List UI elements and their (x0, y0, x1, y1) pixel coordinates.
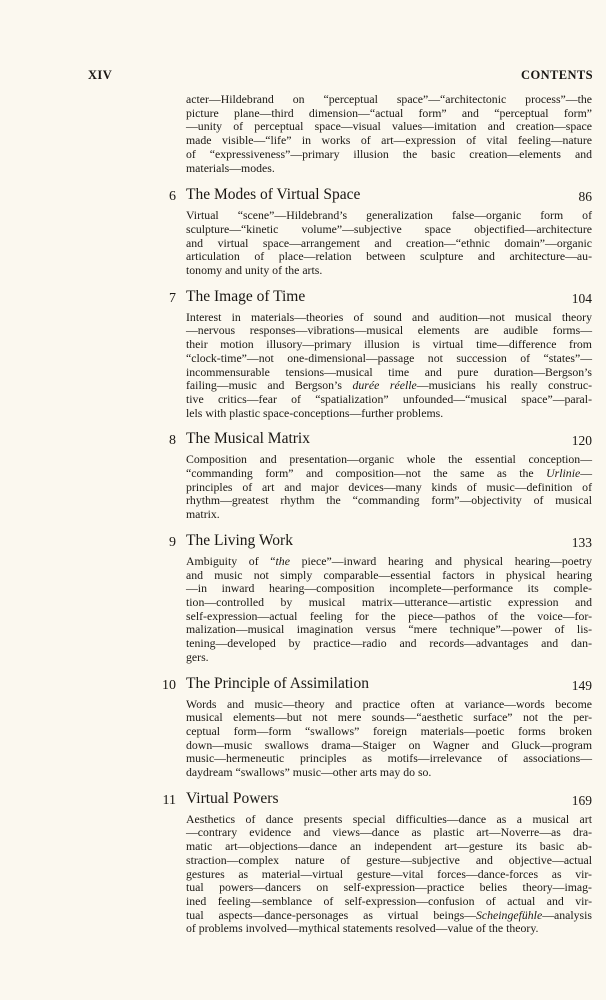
summary-line: matrix. (186, 507, 220, 522)
summary-line: Interest in materials—theories of sound and audition—not musical theory (186, 309, 592, 324)
summary-line: “commanding form” and composition—not the same as the Urlinie— (186, 466, 592, 481)
summary-line: —nervous responses—vibrations—musical elements are audible forms— (186, 323, 592, 338)
summary-line: gers. (186, 649, 209, 664)
chapter-page-number: 86 (578, 189, 592, 205)
chapter-heading (169, 186, 592, 206)
summary-line: musical elements—but not mere sounds—“aesthetic surface” not the per- (186, 710, 592, 725)
summary-line: tual powers—dancers on self-expression—practice belies theory—imag- (186, 880, 592, 895)
summary-line: Composition and presentation—organic whole the essential conception— (186, 452, 592, 467)
summary-line: of “expressiveness”—primary illusion the basic creation—elements and (186, 146, 592, 161)
summary-line: lels with plastic space-conceptions—further problems. (186, 405, 444, 420)
chapter-heading (162, 789, 592, 810)
summary-line: gestures as material—virtual gesture—vital forces—dance-forces as vir- (186, 866, 592, 881)
page-number-roman: XIV (88, 68, 113, 82)
chapter-summary (186, 453, 592, 522)
chapter-number: 6 (169, 189, 176, 205)
summary-line: principles of art and major devices—many kinds of music—definition of (186, 479, 592, 494)
summary-line: matic art—objections—dance an independent art—gesture its basic ab- (186, 839, 592, 854)
summary-line: Words and music—theory and practice often at variance—words become (186, 696, 592, 711)
summary-line: Aesthetics of dance presents special difficulties—dance as a musical art (186, 811, 592, 826)
running-head (88, 68, 593, 84)
summary-line: their motion illusory—primary illusion is virtual time—difference from (186, 337, 592, 352)
summary-line: self-expression—actual feeling for the piece—pathos of the voice—for- (186, 608, 592, 623)
summary-line: tive critics—fear of “spatialization” unfounded—“musical space”—paral- (186, 391, 592, 406)
summary-line: “clock-time”—not one-dimensional—passage not succession of “states”— (186, 350, 592, 365)
chapter-entry (169, 287, 593, 421)
chapter-summary (186, 311, 592, 421)
summary-line: tual aspects—dance-personages as virtual beings—Scheingefühle—analysis (186, 907, 592, 922)
summary-line: Virtual “scene”—Hildebrand’s generalization false—organic form of (186, 208, 592, 223)
chapter-summary (186, 555, 592, 665)
chapter-title: The Image of Time (186, 287, 306, 305)
chapter-page-number: 169 (571, 792, 592, 808)
summary-line: —in inward hearing—composition incomplete—performance its comple- (186, 581, 592, 596)
chapter-page-number: 133 (571, 534, 592, 550)
chapter-entry (162, 674, 592, 780)
summary-line: rhythm—greatest rhythm the “commanding form”—objectivity of musical (186, 493, 592, 508)
summary-line: and virtual space—arrangement and creation—“ethnic domain”—organic (186, 235, 592, 250)
chapter-entry (169, 531, 592, 665)
summary-line: straction—complex nature of gesture—subjective and objective—actual (186, 852, 592, 867)
chapter-heading (169, 287, 592, 308)
chapter-heading (169, 430, 592, 450)
summary-line: picture plane—third dimension—“actual form” and “perceptual form” (186, 105, 592, 120)
summary-line: incommensurable tensions—musical time and pure duration—Bergson’s (186, 364, 592, 379)
summary-line: materials—modes. (186, 160, 275, 175)
chapter-title: The Modes of Virtual Space (186, 186, 361, 204)
chapter-number: 10 (162, 677, 176, 693)
summary-line: and music not simply comparable—essential factors in physical hearing (186, 567, 592, 582)
chapter-number: 11 (162, 792, 176, 808)
summary-line: —contrary evidence and views—dance as plastic art—Noverre—as dra- (186, 825, 592, 840)
chapter-title: Virtual Powers (186, 789, 279, 807)
chapter-page-number: 149 (571, 677, 592, 693)
running-head-title: CONTENTS (521, 68, 593, 82)
chapter-heading (169, 531, 592, 552)
chapter-entry (162, 789, 592, 936)
summary-line: failing—music and Bergson’s durée réelle—musicians his really construc- (186, 378, 593, 393)
summary-line: of problems involved—mythical statements resolved—value of the theory. (186, 921, 539, 936)
chapter-page-number: 104 (571, 290, 592, 306)
chapter-title: The Living Work (186, 531, 293, 549)
summary-line: ceptual form—form “swallows” foreign materials—poetic forms broken (186, 723, 592, 738)
chapter-summary (186, 209, 592, 278)
continuation-summary (186, 93, 592, 175)
chapter-number: 9 (169, 534, 176, 550)
chapter-page-number: 120 (571, 433, 592, 449)
table-of-contents (162, 92, 593, 936)
summary-line: made visible—“life” in works of art—expression of vital feeling—nature (186, 133, 592, 148)
chapter-summary (186, 813, 592, 936)
chapter-heading (162, 674, 592, 695)
summary-line: music—hermeneutic principles as motifs—irrelevance of associations— (186, 751, 592, 766)
summary-line: acter—Hildebrand on “perceptual space”—“architectonic process”—the (186, 92, 592, 106)
summary-line: —unity of perceptual space—visual values—imitation and creation—space (186, 119, 592, 134)
summary-line: tening—developed by practice—radio and records—advantages and dan- (186, 636, 592, 651)
summary-line: tonomy and unity of the arts. (186, 263, 323, 278)
summary-line: malization—musical imagination versus “mere technique”—power of lis- (186, 622, 592, 637)
summary-line: articulation of place—relation between sculpture and architecture—au- (186, 249, 592, 264)
summary-line: daydream “swallows” music—other arts may do so. (186, 765, 432, 780)
chapter-summary (186, 698, 592, 780)
chapter-title: The Musical Matrix (186, 430, 310, 448)
summary-line: tion—controlled by musical matrix—utterance—artistic expression and (186, 594, 592, 609)
chapter-number: 8 (169, 433, 176, 449)
summary-line: sculpture—“kinetic volume”—subjective space objectified—architecture (186, 221, 592, 236)
summary-line: Ambiguity of “the piece”—inward hearing and physical hearing—poetry (186, 553, 592, 568)
chapter-title: The Principle of Assimilation (186, 674, 369, 692)
chapter-entry (169, 430, 592, 522)
chapter-number: 7 (169, 290, 176, 306)
summary-line: ined feeling—semblance of self-expression—confusion of actual and vir- (186, 893, 592, 908)
chapter-entry (169, 186, 592, 278)
summary-line: down—music swallows drama—Staiger on Wagner and Gluck—program (186, 737, 592, 752)
